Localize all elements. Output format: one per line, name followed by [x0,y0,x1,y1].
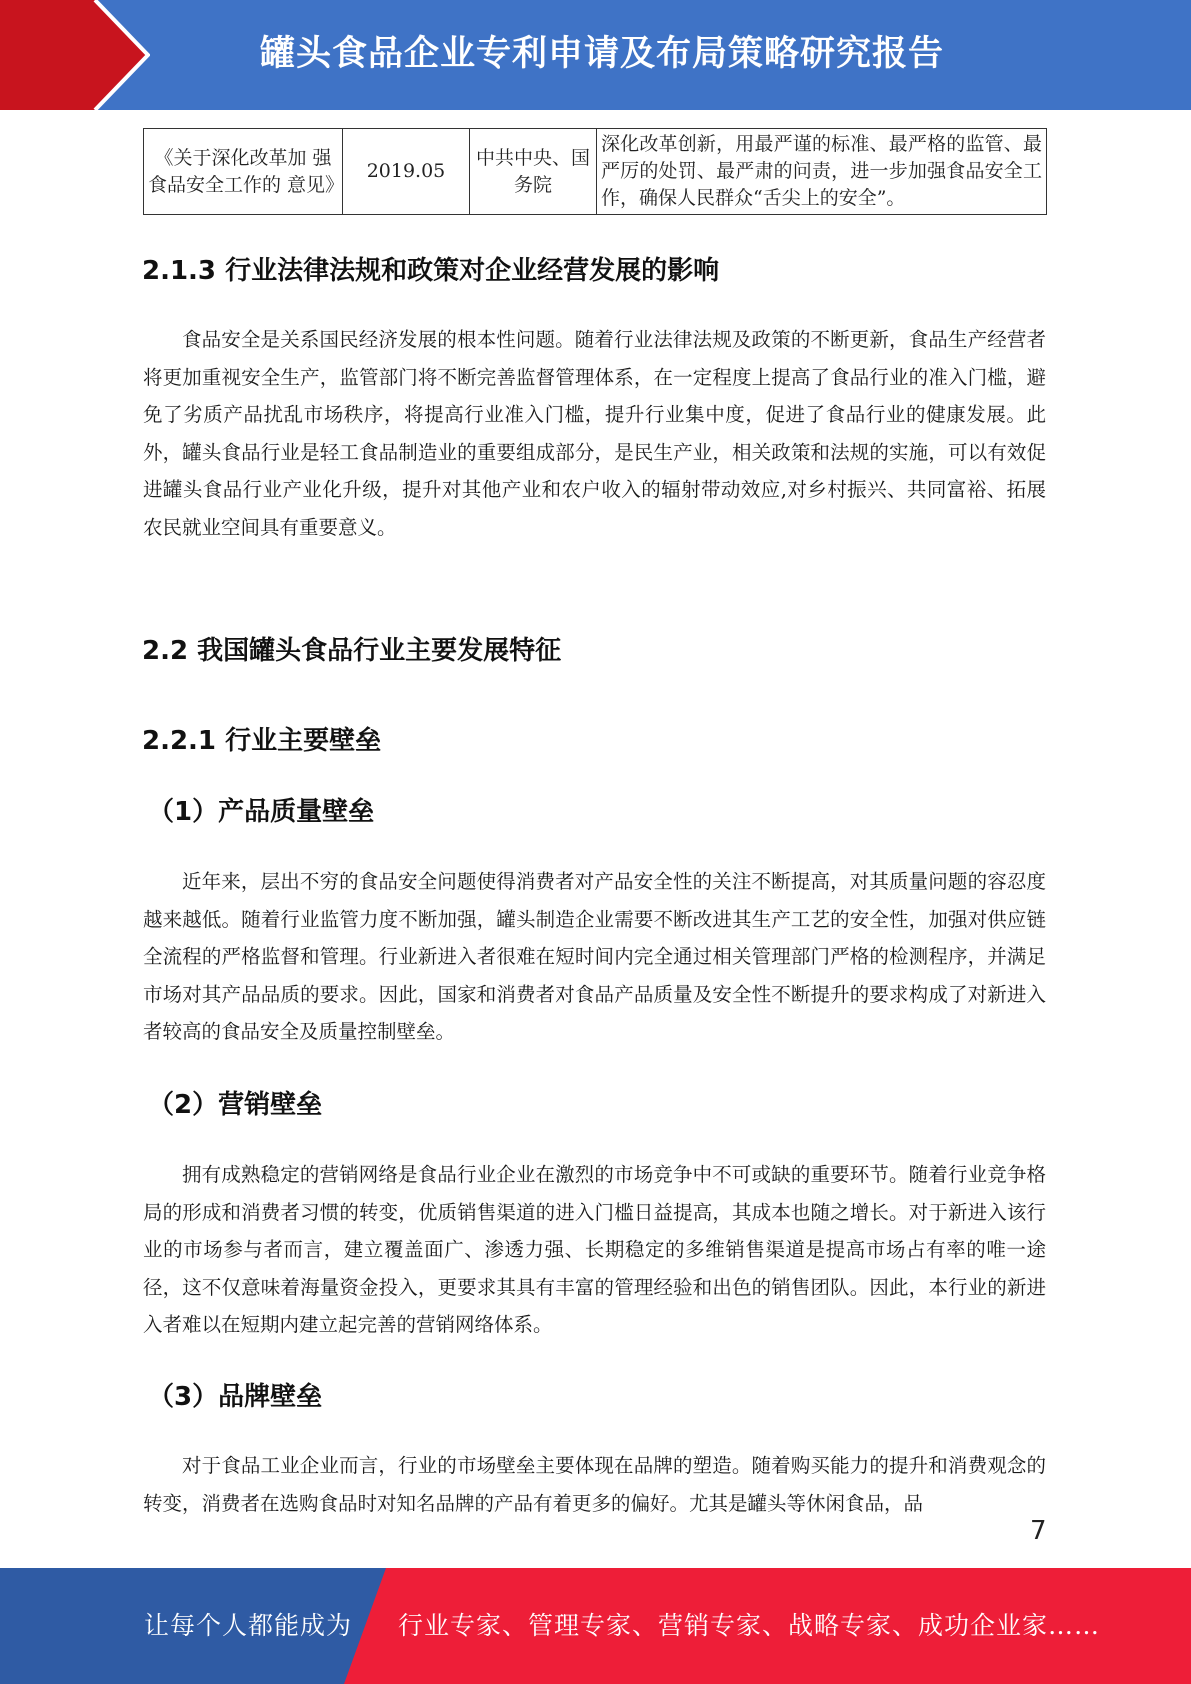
page-number: 7 [1030,1516,1047,1546]
barrier-3-heading: （3）品牌壁垒 [148,1382,323,1412]
section-2-1-3-heading: 2.1.3 行业法律法规和政策对企业经营发展的影响 [142,256,720,286]
policy-name-cell: 《关于深化改革加 强食品安全工作的 意见》 [144,129,343,215]
footer-slogan-left: 让每个人都能成为 [144,1611,353,1640]
section-2-2-heading: 2.2 我国罐头食品行业主要发展特征 [142,636,562,666]
barrier-2-paragraph: 拥有成熟稳定的营销网络是食品行业企业在激烈的市场竞争中不可或缺的重要环节。随着行业竞争格局的形成和消费者习惯的转变，优质销售渠道的进入门槛日益提高，其成本也随之增长。对于新进入该行业的市场参与者而言，建立覆盖面广、渗透力强、长期稳定的多维销售渠道是提高市场占有率的唯一途径，这不仅意味着海量资金投入，更要求其具有丰富的管理经验和出色的销售团队。因此，本行业的新进入者难以在短期内建立起完善的营销网络体系。 [143,1163,1046,1336]
section-2-2-1-heading: 2.2.1 行业主要壁垒 [142,726,382,756]
page-header [0,0,1191,110]
header-red-chevron [0,0,150,110]
policy-date-cell: 2019.05 [343,129,470,215]
section-2-1-3-paragraph: 食品安全是关系国民经济发展的根本性问题。随着行业法律法规及政策的不断更新，食品生产经营者将更加重视安全生产，监管部门将不断完善监督管理体系，在一定程度上提高了食品行业的准入门槛，避免了劣质产品扰乱市场秩序，将提高行业准入门槛，提升行业集中度，促进了食品行业的健康发展。此外，罐头食品行业是轻工食品制造业的重要组成部分，是民生产业，相关政策和法规的实施，可以有效促进罐头食品行业产业化升级，提升对其他产业和农户收入的辐射带动效应,对乡村振兴、共同富裕、拓展农民就业空间具有重要意义。 [143,328,1046,539]
footer-slogan-right: 行业专家、管理专家、营销专家、战略专家、成功企业家…… [398,1611,1101,1640]
page-footer [0,1568,1191,1684]
barrier-3-paragraph: 对于食品工业企业而言，行业的市场壁垒主要体现在品牌的塑造。随着购买能力的提升和消费观念的转变，消费者在选购食品时对知名品牌的产品有着更多的偏好。尤其是罐头等休闲食品，品 [143,1454,1046,1515]
policy-table [143,128,1047,215]
policy-content-cell: 深化改革创新，用最严谨的标准、最严格的监管、最严厉的处罚、最严肃的问责，进一步加强食品安全工作，确保人民群众“舌尖上的安全”。 [597,129,1047,215]
barrier-1-paragraph: 近年来，层出不穷的食品安全问题使得消费者对产品安全性的关注不断提高，对其质量问题的容忍度越来越低。随着行业监管力度不断加强，罐头制造企业需要不断改进其生产工艺的安全性，加强对供应链全流程的严格监督和管理。行业新进入者很难在短时间内完全通过相关管理部门严格的检测程序，并满足市场对其产品品质的要求。因此，国家和消费者对食品产品质量及安全性不断提升的要求构成了对新进入者较高的食品安全及质量控制壁垒。 [143,870,1046,1043]
table-row [144,129,1047,215]
report-title: 罐头食品企业专利申请及布局策略研究报告 [260,34,945,74]
barrier-1-heading: （1）产品质量壁垒 [148,797,375,827]
policy-issuer-cell: 中共中央、国务院 [470,129,597,215]
barrier-2-heading: （2）营销壁垒 [148,1090,323,1120]
